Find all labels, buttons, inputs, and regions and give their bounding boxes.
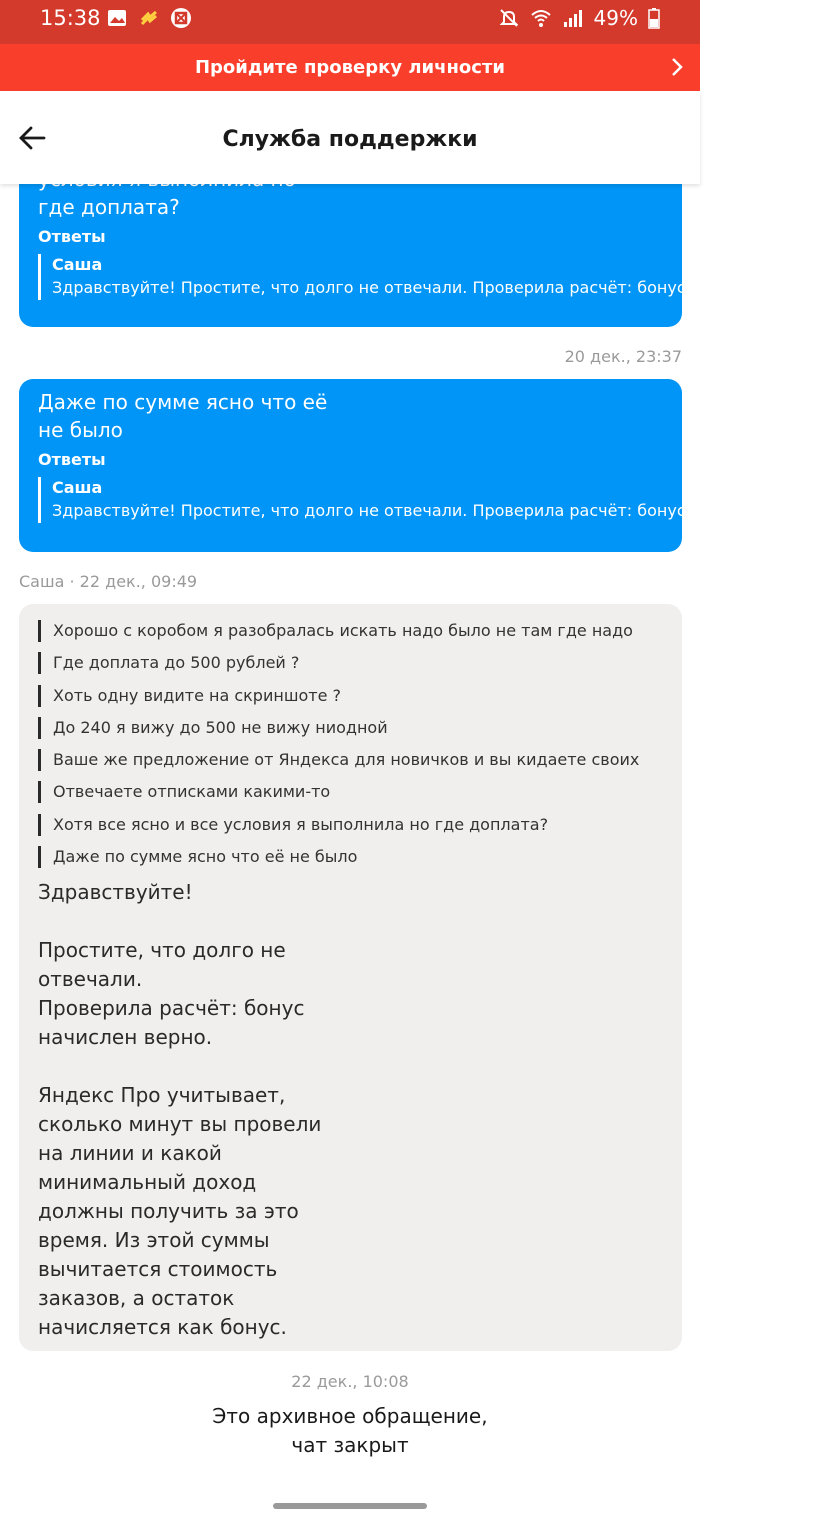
home-indicator[interactable] (273, 1503, 427, 1509)
replies-label: Ответы (38, 450, 106, 469)
support-message[interactable] (19, 604, 682, 1351)
reply-text: Здравствуйте! Простите, что долго не отвечали. Проверила расчёт: бонус начислен верно. (52, 501, 830, 520)
quoted-message[interactable]: Где доплата до 500 рублей ? (38, 652, 663, 674)
support-message-text: Здравствуйте! Простите, что долго не отвечали. Проверила расчёт: бонус начислен верно. Яндекс Про учитывает, сколько минут вы провели на линии и какой минимальный доход должны получить за это время. Из этой суммы вычитается стоимость заказов, а остаток начисляется как бонус. (38, 880, 322, 1340)
reply-text: Здравствуйте! Простите, что долго не отвечали. Проверила расчёт: бонус начислен верно. (52, 278, 830, 297)
mute-icon (498, 7, 520, 29)
signal-icon (562, 7, 584, 29)
quoted-message[interactable]: Ваше же предложение от Яндекса для новичков и вы кидаете своих (38, 749, 663, 771)
reply-quote[interactable] (38, 477, 830, 523)
message-text: где доплата? (38, 195, 180, 219)
message-text: Даже по сумме ясно что её не было (38, 390, 328, 442)
image-icon (106, 7, 128, 29)
app-header (0, 91, 700, 184)
quoted-message[interactable]: Хотя все ясно и все условия я выполнила но где доплата? (38, 814, 663, 836)
closing-timestamp: 22 дек., 10:08 (291, 1372, 409, 1391)
quoted-message[interactable]: Отвечаете отписками какими-то (38, 781, 663, 803)
status-time: 15:38 (40, 6, 101, 30)
chat-thread[interactable] (0, 184, 830, 1517)
battery-icon (648, 7, 660, 29)
status-right (498, 6, 660, 30)
verify-identity-banner[interactable] (0, 44, 700, 91)
status-left-icons (106, 7, 192, 29)
reply-author: Саша (52, 255, 103, 274)
chevron-right-icon (666, 56, 688, 78)
user-message[interactable] (19, 379, 830, 552)
replies-label: Ответы (38, 227, 106, 246)
message-timestamp: 20 дек., 23:37 (564, 347, 682, 366)
status-bar (0, 0, 700, 44)
reply-quote[interactable] (38, 254, 830, 300)
quoted-message[interactable]: Хорошо с коробом я разобралась искать надо было не там где надо (38, 620, 663, 642)
page-title: Служба поддержки (222, 127, 478, 152)
app-icon (170, 7, 192, 29)
sender-meta: Саша · 22 дек., 09:49 (19, 572, 198, 591)
zap-icon (138, 7, 160, 29)
quoted-message[interactable]: До 240 я вижу до 500 не вижу ниодной (38, 717, 663, 739)
battery-percent: 49% (593, 6, 638, 30)
wifi-icon (530, 7, 552, 29)
quoted-message[interactable]: Хоть одну видите на скриншоте ? (38, 685, 663, 707)
verify-banner-text: Пройдите проверку личности (194, 57, 506, 78)
archived-notice: Это архивное обращение, чат закрыт (212, 1404, 488, 1457)
reply-author: Саша (52, 478, 103, 497)
quoted-message[interactable]: Даже по сумме ясно что её не было (38, 846, 663, 868)
